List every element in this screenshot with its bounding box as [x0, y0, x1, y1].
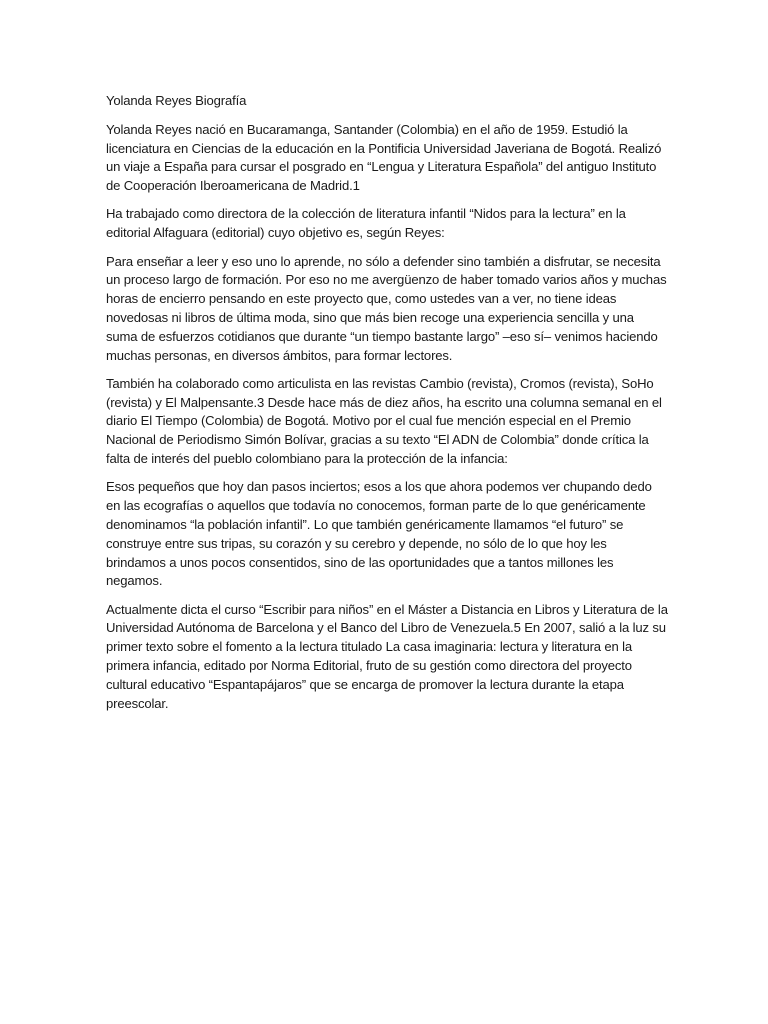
paragraph-current-work: Actualmente dicta el curso “Escribir para niños” en el Máster a Distancia en Libros y Literatura de la Universidad Autónoma de Barcelona y el Banco del Libro de Venezuela.5 En 2007, salió a la luz su primer texto sobre el fomento a la lectura titulado La casa imaginaria: lectura y literatura en la primera infancia, editado por Norma Editorial, fruto de su gestión como directora del proyecto cultural educativo “Espantapájaros” que se encarga de promover la lectura durante la etapa preescolar. [106, 601, 668, 711]
document-title: Yolanda Reyes Biografía [106, 93, 247, 108]
paragraph-reyes-quote: Para enseñar a leer y eso uno lo aprende, no sólo a defender sino también a disfrutar, se necesita un proceso largo de formación. Por eso no me avergüenzo de haber tomado varios años y muchas horas de encierro pensando en este proyecto que, como ustedes van a ver, no tiene ideas novedosas ni libros de última moda, sino que más bien recoge una experiencia sencilla y una suma de esfuerzos cotidianos que durante “un tiempo bastante largo” –eso sí– venimos haciendo muchas personas, en diversos ámbitos, para formar lectores. [106, 253, 667, 363]
paragraph-adn-quote: Esos pequeños que hoy dan pasos inciertos; esos a los que ahora podemos ver chupando dedo en las ecografías o aquellos que todavía no conocemos, forman parte de lo que genéricamente denominamos “la población infantil”. Lo que también genéricamente llamamos “el futuro” se construye entre sus tripas, su corazón y su cerebro y depende, no sólo de lo que hoy les brindamos a unos pocos consentidos, sino de las oportunidades que a tantos millones les negamos. [106, 479, 652, 589]
paragraph-alfaguara: Ha trabajado como directora de la colección de literatura infantil “Nidos para la lectura” en la editorial Alfaguara (editorial) cuyo objetivo es, según Reyes: [106, 206, 626, 241]
paragraph-birth-education: Yolanda Reyes nació en Bucaramanga, Santander (Colombia) en el año de 1959. Estudió la licenciatura en Ciencias de la educación en la Pontificia Universidad Javeriana de Bogotá. Realizó un viaje a España para cursar el posgrado en “Lengua y Literatura Española” del antiguo Instituto de Cooperación Iberoamericana de Madrid.1 [106, 121, 662, 194]
document-page [106, 92, 668, 723]
paragraph-journalism: También ha colaborado como articulista en las revistas Cambio (revista), Cromos (revista), SoHo (revista) y El Malpensante.3 Desde hace más de diez años, ha escrito una columna semanal en el diario El Tiempo (Colombia) de Bogotá. Motivo por el cual fue mención especial en el Premio Nacional de Periodismo Simón Bolívar, gracias a su texto “El ADN de Colombia” donde crítica la falta de interés del pueblo colombiano para la protección de la infancia: [106, 375, 662, 467]
